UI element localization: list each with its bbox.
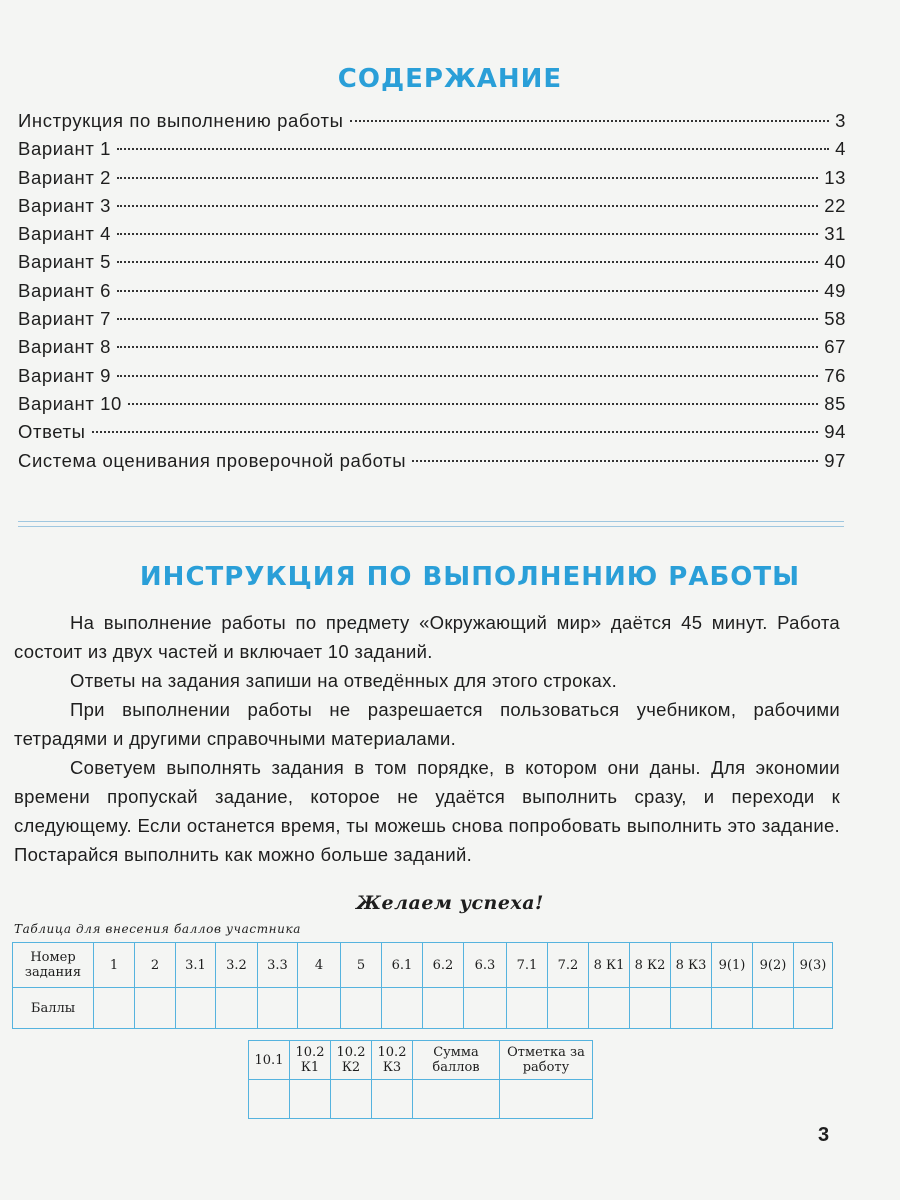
score-cell [176,988,216,1029]
toc-entry-page: 3 [835,110,846,131]
total-score-header: Сумма баллов [413,1041,500,1080]
toc-entry-label: Вариант 4 [18,223,112,245]
instructions-body [14,608,840,869]
task-number-cell: 6.2 [423,943,464,988]
score-cell [372,1080,413,1119]
score-cell [135,988,176,1029]
task-number-cell: 9(1) [712,943,753,988]
task-number-cell: 10.2 К2 [331,1041,372,1080]
score-table-row-header: Номер задания [13,943,94,988]
toc-leader-dots [117,177,818,179]
toc-entry-label: Вариант 8 [18,336,112,358]
score-cell [298,988,341,1029]
toc-entry-label: Инструкция по выполнению работы [18,110,344,131]
score-table [12,942,833,1029]
toc-entry [18,450,846,478]
score-table-header-row [249,1041,593,1080]
score-cell [341,988,382,1029]
score-cell [753,988,794,1029]
toc-entry-page: 67 [824,336,846,358]
score-cell [712,988,753,1029]
toc-entry [18,393,846,421]
score-cell [589,988,630,1029]
toc-leader-dots [117,290,818,292]
score-cell [290,1080,331,1119]
toc-entry-page: 4 [835,138,846,160]
task-number-cell: 3.1 [176,943,216,988]
score-cell [794,988,833,1029]
instructions-title: ИНСТРУКЦИЯ ПО ВЫПОЛНЕНИЮ РАБОТЫ [139,562,801,592]
toc-title: СОДЕРЖАНИЕ [337,64,563,94]
task-number-cell: 8 К2 [630,943,671,988]
task-number-cell: 8 К1 [589,943,630,988]
score-table-points-row [13,988,833,1029]
toc-leader-dots [117,148,829,150]
instructions-paragraph: На выполнение работы по предмету «Окружающий мир» даётся 45 минут. Работа состоит из двух частей и включает 10 заданий. [14,612,840,662]
toc-leader-dots [117,346,818,348]
instructions-paragraph: Советуем выполнять задания в том порядке, в котором они даны. Для экономии времени пропускай задание, которое не удаётся выполнить сразу, и переходи к следующему. Если останется время, ты можешь снова попробовать выполнить это задание. Постарайся выполнить как можно больше заданий. [14,757,840,865]
toc-entry-page: 13 [824,166,846,188]
toc-entry-label: Вариант 3 [18,194,112,216]
score-cell [630,988,671,1029]
score-table-row-header: Баллы [13,988,94,1029]
toc-entry-page: 40 [824,251,846,273]
toc-entry-page: 97 [824,449,846,471]
toc-entry [18,223,846,251]
good-luck-text: Желаем успеха! [356,892,544,914]
toc-entry [18,167,846,195]
task-number-cell: 10.2 К3 [372,1041,413,1080]
toc-entry-label: Вариант 1 [18,138,112,160]
toc-entry [18,251,846,279]
toc-leader-dots [350,120,830,122]
score-cell [507,988,548,1029]
toc-entry-page: 94 [824,421,846,443]
score-table-points-row [249,1080,593,1119]
toc-entry-page: 49 [824,279,846,301]
grade-header: Отметка за работу [500,1041,593,1080]
toc-entry [18,421,846,449]
toc-leader-dots [117,233,818,235]
score-cell [249,1080,290,1119]
score-cell [94,988,135,1029]
total-score-cell [413,1080,500,1119]
toc-entry-page: 31 [824,223,846,245]
toc-entry-label: Вариант 5 [18,251,112,273]
task-number-cell: 3.2 [216,943,258,988]
toc-entry [18,280,846,308]
instructions-paragraph: Ответы на задания запиши на отведённых для этого строках. [70,670,618,691]
score-table-continued [248,1040,593,1119]
toc-entry [18,195,846,223]
table-of-contents [18,110,846,478]
grade-cell [500,1080,593,1119]
toc-entry-label: Вариант 6 [18,279,112,301]
toc-entry-page: 85 [824,392,846,414]
toc-entry-label: Вариант 10 [18,392,122,414]
task-number-cell: 4 [298,943,341,988]
toc-leader-dots [128,403,818,405]
score-cell [382,988,423,1029]
task-number-cell: 1 [94,943,135,988]
toc-leader-dots [117,375,818,377]
task-number-cell: 6.3 [464,943,507,988]
score-cell [464,988,507,1029]
toc-leader-dots [117,318,818,320]
toc-entry-label: Вариант 9 [18,364,112,386]
task-number-cell: 6.1 [382,943,423,988]
toc-leader-dots [117,205,818,207]
toc-entry-label: Вариант 2 [18,166,112,188]
toc-entry [18,110,846,138]
instructions-paragraph: При выполнении работы не разрешается пользоваться учебником, рабочими тетрадями и другими справочными материалами. [14,699,840,749]
score-cell [331,1080,372,1119]
score-cell [548,988,589,1029]
task-number-cell: 9(3) [794,943,833,988]
task-number-cell: 8 К3 [671,943,712,988]
task-number-cell: 7.1 [507,943,548,988]
score-cell [423,988,464,1029]
task-number-cell: 10.2 К1 [290,1041,331,1080]
toc-entry [18,308,846,336]
toc-entry-page: 58 [824,308,846,330]
score-table-header-row [13,943,833,988]
task-number-cell: 7.2 [548,943,589,988]
page-number: 3 [818,1124,830,1146]
task-number-cell: 2 [135,943,176,988]
task-number-cell: 10.1 [249,1041,290,1080]
toc-entry-label: Ответы [18,421,86,443]
toc-leader-dots [117,261,818,263]
task-number-cell: 3.3 [258,943,298,988]
toc-entry-label: Вариант 7 [18,308,112,330]
toc-leader-dots [412,460,818,462]
toc-entry-page: 22 [824,194,846,216]
task-number-cell: 9(2) [753,943,794,988]
toc-leader-dots [92,431,819,433]
section-divider [18,521,844,527]
toc-entry [18,365,846,393]
score-cell [216,988,258,1029]
toc-entry [18,336,846,364]
toc-entry [18,138,846,166]
score-cell [671,988,712,1029]
toc-entry-page: 76 [824,364,846,386]
score-table-caption: Таблица для внесения баллов участника [14,922,302,936]
score-cell [258,988,298,1029]
toc-entry-label: Система оценивания проверочной работы [18,449,407,471]
task-number-cell: 5 [341,943,382,988]
